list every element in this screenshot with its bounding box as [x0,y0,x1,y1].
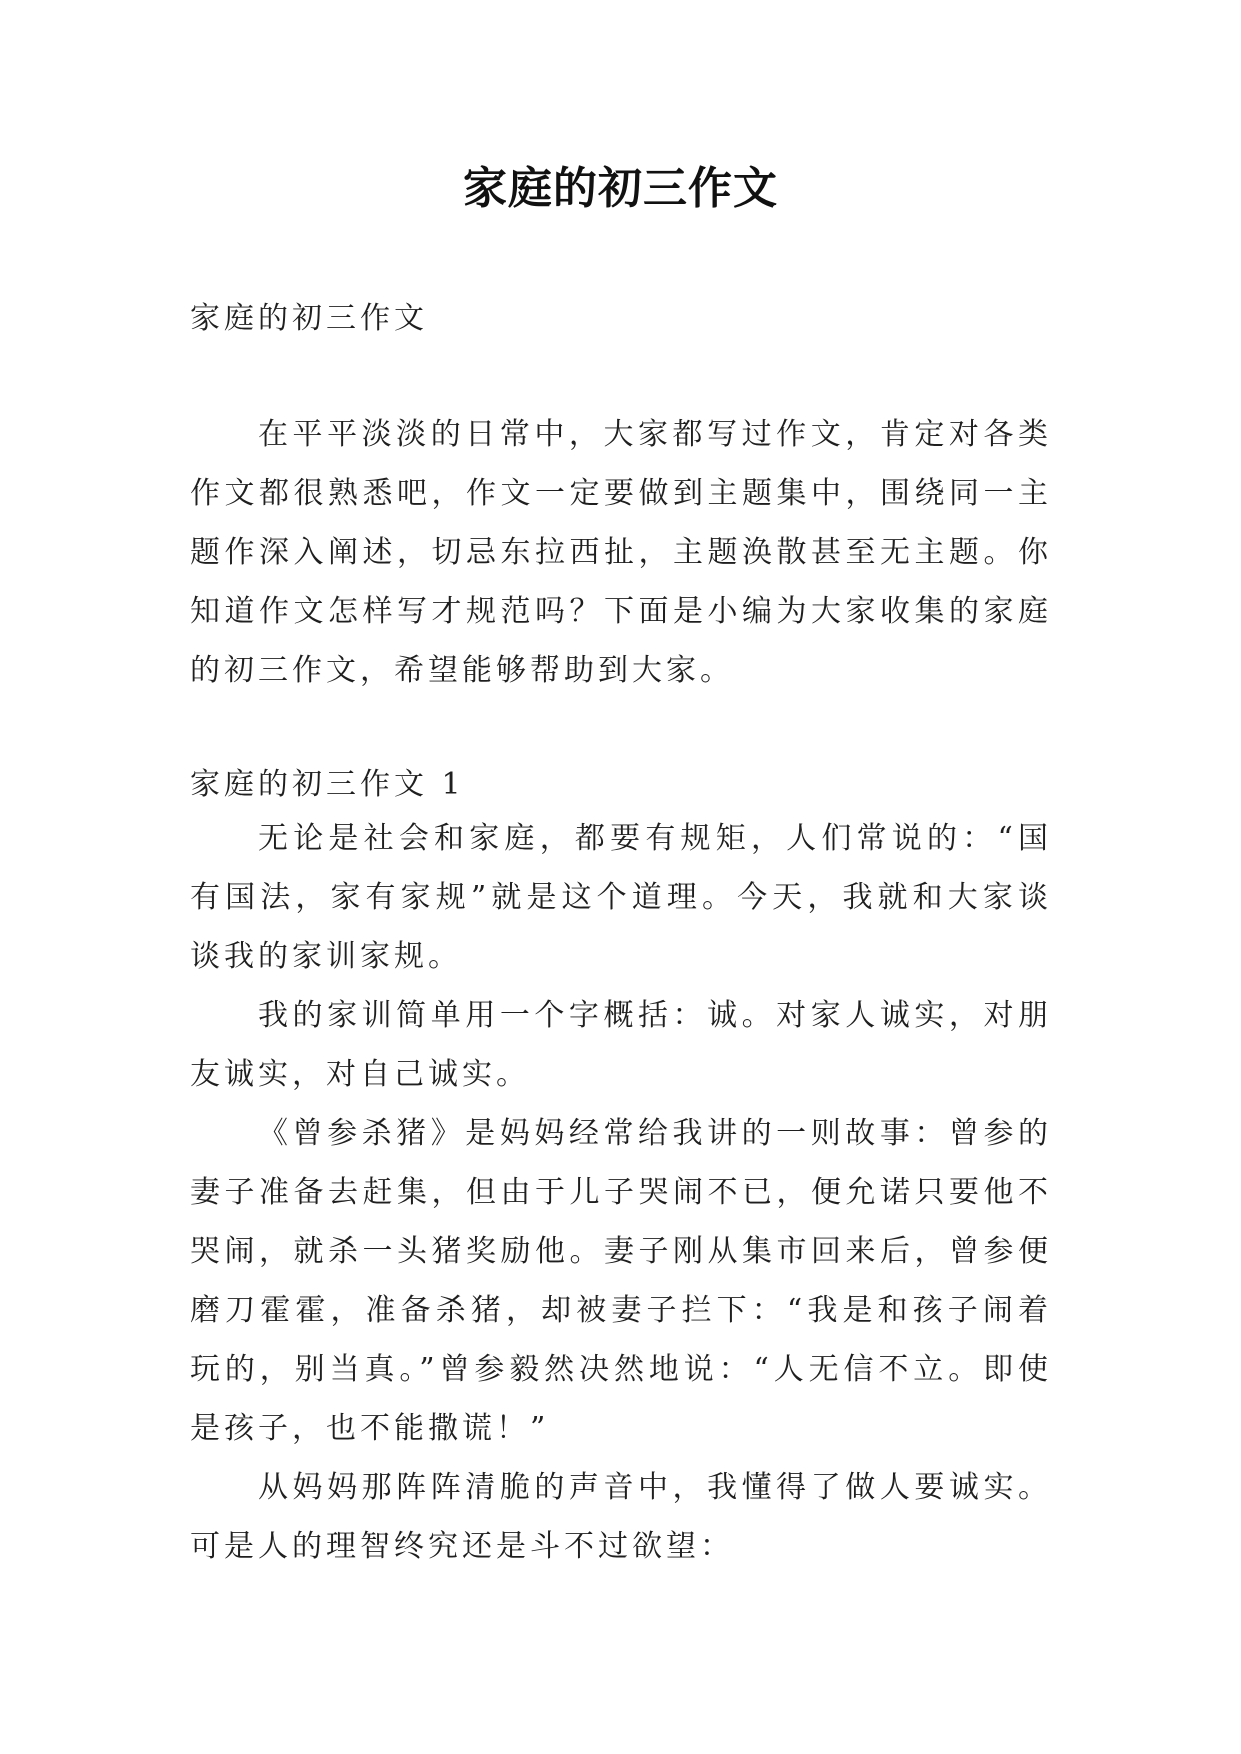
body-paragraph: 从妈妈那阵阵清脆的声音中，我懂得了做人要诚实。可是人的理智终究还是斗不过欲望： [190,1470,1052,1564]
document-title: 家庭的初三作文 [463,163,778,214]
intro-paragraph: 在平平淡淡的日常中，大家都写过作文，肯定对各类作文都很熟悉吧，作文一定要做到主题集中，围绕同一主题作深入阐述，切忌东拉西扯，主题涣散甚至无主题。你知道作文怎样写才规范吗？下面是小编为大家收集的家庭的初三作文，希望能够帮助到大家。 [190,417,1052,688]
body-paragraph: 我的家训简单用一个字概括：诚。对家人诚实，对朋友诚实，对自己诚实。 [190,998,1052,1092]
body-paragraph: 无论是社会和家庭，都要有规矩，人们常说的：“国有国法，家有家规”就是这个道理。今天，我就和大家谈谈我的家训家规。 [190,821,1052,974]
body-paragraph: 《曾参杀猪》是妈妈经常给我讲的一则故事：曾参的妻子准备去赶集，但由于儿子哭闹不已，便允诺只要他不哭闹，就杀一头猪奖励他。妻子刚从集市回来后，曾参便磨刀霍霍，准备杀猪，却被妻子拦下：“我是和孩子闹着玩的，别当真。”曾参毅然决然地说：“人无信不立。即使是孩子，也不能撒谎！” [190,1116,1052,1446]
section-heading: 家庭的初三作文 1 [190,767,465,802]
document-subtitle: 家庭的初三作文 [190,301,428,336]
